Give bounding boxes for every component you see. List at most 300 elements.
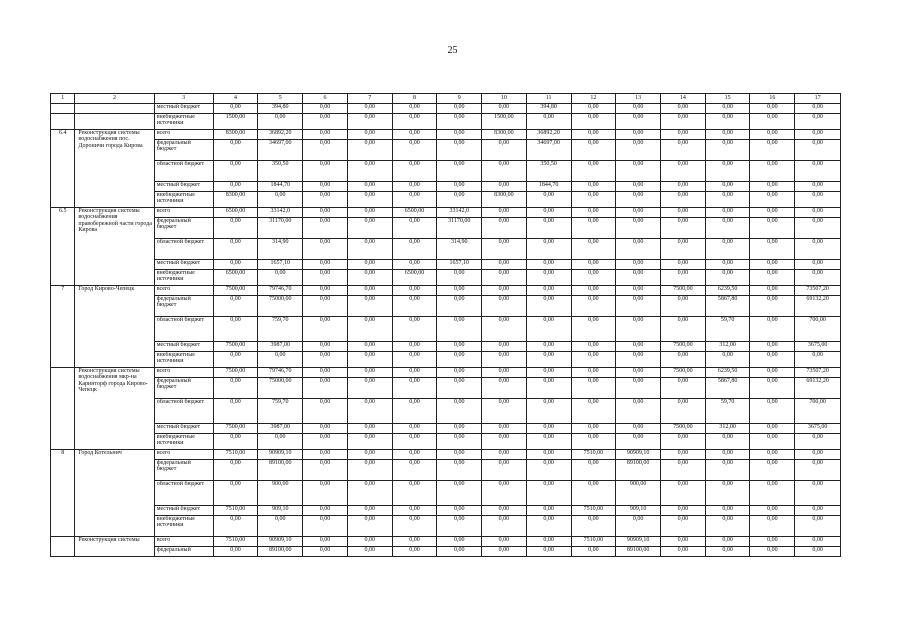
value-cell: 0,00 bbox=[213, 434, 258, 450]
value-cell: 36892,20 bbox=[258, 130, 303, 140]
value-cell: 0,00 bbox=[437, 378, 482, 399]
value-cell: 31170,00 bbox=[258, 218, 303, 239]
funding-source-cell: федеральный бюджет bbox=[154, 378, 213, 399]
value-cell: 0,00 bbox=[347, 537, 392, 547]
column-header: 10 bbox=[482, 94, 527, 104]
column-header: 7 bbox=[347, 94, 392, 104]
value-cell: 0,00 bbox=[303, 218, 348, 239]
value-cell: 0,00 bbox=[750, 239, 795, 260]
value-cell: 0,00 bbox=[437, 368, 482, 378]
value-cell: 0,00 bbox=[750, 368, 795, 378]
value-cell: 7510,00 bbox=[571, 450, 616, 460]
value-cell: 3987,00 bbox=[258, 424, 303, 434]
value-cell: 350,50 bbox=[258, 161, 303, 182]
value-cell: 0,00 bbox=[213, 104, 258, 114]
value-cell: 0,00 bbox=[303, 192, 348, 208]
value-cell: 0,00 bbox=[347, 208, 392, 218]
value-cell: 0,00 bbox=[571, 218, 616, 239]
value-cell: 0,00 bbox=[750, 424, 795, 434]
value-cell: 0,00 bbox=[258, 434, 303, 450]
value-cell: 312,00 bbox=[705, 424, 750, 434]
value-cell: 0,00 bbox=[347, 114, 392, 130]
funding-source-cell: федеральный бюджет bbox=[154, 140, 213, 161]
value-cell: 0,00 bbox=[750, 342, 795, 352]
value-cell: 0,00 bbox=[571, 239, 616, 260]
value-cell: 0,00 bbox=[392, 260, 437, 270]
value-cell: 0,00 bbox=[392, 114, 437, 130]
value-cell: 5867,80 bbox=[705, 296, 750, 317]
value-cell: 0,00 bbox=[437, 182, 482, 192]
value-cell: 0,00 bbox=[347, 182, 392, 192]
value-cell: 1500,00 bbox=[213, 114, 258, 130]
value-cell: 0,00 bbox=[616, 378, 661, 399]
value-cell: 0,00 bbox=[750, 161, 795, 182]
value-cell: 0,00 bbox=[526, 286, 571, 296]
value-cell: 0,00 bbox=[526, 547, 571, 557]
value-cell: 0,00 bbox=[795, 506, 841, 516]
column-header: 5 bbox=[258, 94, 303, 104]
value-cell: 0,00 bbox=[482, 239, 527, 260]
value-cell: 0,00 bbox=[437, 296, 482, 317]
value-cell: 0,00 bbox=[347, 481, 392, 506]
value-cell: 0,00 bbox=[750, 208, 795, 218]
value-cell: 0,00 bbox=[526, 352, 571, 368]
value-cell: 0,00 bbox=[303, 434, 348, 450]
value-cell: 0,00 bbox=[213, 239, 258, 260]
column-header: 15 bbox=[705, 94, 750, 104]
value-cell: 0,00 bbox=[303, 239, 348, 260]
value-cell: 0,00 bbox=[392, 218, 437, 239]
table-row bbox=[51, 208, 841, 218]
value-cell: 0,00 bbox=[213, 296, 258, 317]
budget-table bbox=[50, 93, 841, 557]
value-cell: 0,00 bbox=[750, 378, 795, 399]
table-row bbox=[51, 182, 841, 192]
object-name-cell bbox=[75, 104, 154, 114]
value-cell: 0,00 bbox=[482, 424, 527, 434]
table-row bbox=[51, 516, 841, 537]
value-cell: 0,00 bbox=[392, 161, 437, 182]
object-name-cell bbox=[75, 114, 154, 130]
value-cell: 0,00 bbox=[661, 140, 706, 161]
value-cell: 0,00 bbox=[482, 218, 527, 239]
funding-source-cell: всего bbox=[154, 450, 213, 460]
value-cell: 0,00 bbox=[213, 481, 258, 506]
value-cell: 0,00 bbox=[258, 516, 303, 537]
value-cell: 0,00 bbox=[303, 399, 348, 424]
funding-source-cell: областной бюджет bbox=[154, 399, 213, 424]
value-cell: 0,00 bbox=[213, 317, 258, 342]
value-cell: 0,00 bbox=[303, 182, 348, 192]
value-cell: 394,80 bbox=[526, 104, 571, 114]
value-cell: 0,00 bbox=[750, 481, 795, 506]
value-cell: 7510,00 bbox=[213, 506, 258, 516]
object-name-cell: Город Котельнич bbox=[75, 450, 154, 537]
value-cell: 89100,00 bbox=[616, 460, 661, 481]
value-cell: 8300,00 bbox=[213, 192, 258, 208]
column-header: 16 bbox=[750, 94, 795, 104]
value-cell: 0,00 bbox=[526, 260, 571, 270]
funding-source-cell: внебюджетные источники bbox=[154, 270, 213, 286]
value-cell: 7510,00 bbox=[571, 537, 616, 547]
value-cell: 0,00 bbox=[347, 130, 392, 140]
value-cell: 0,00 bbox=[347, 352, 392, 368]
value-cell: 0,00 bbox=[705, 192, 750, 208]
value-cell: 0,00 bbox=[482, 506, 527, 516]
table-row bbox=[51, 270, 841, 286]
value-cell: 0,00 bbox=[705, 218, 750, 239]
value-cell: 59,70 bbox=[705, 399, 750, 424]
value-cell: 0,00 bbox=[303, 547, 348, 557]
value-cell: 7510,00 bbox=[213, 450, 258, 460]
value-cell: 1844,70 bbox=[258, 182, 303, 192]
value-cell: 7500,00 bbox=[213, 342, 258, 352]
value-cell: 0,00 bbox=[616, 270, 661, 286]
value-cell: 0,00 bbox=[213, 399, 258, 424]
value-cell: 0,00 bbox=[616, 342, 661, 352]
table-row bbox=[51, 378, 841, 399]
value-cell: 0,00 bbox=[437, 516, 482, 537]
value-cell: 6500,00 bbox=[213, 208, 258, 218]
value-cell: 0,00 bbox=[526, 399, 571, 424]
object-name-cell: Реконструкция системы водоснабжения мкр-на Каринторф города Кирово-Чепецк bbox=[75, 368, 154, 450]
value-cell: 0,00 bbox=[616, 286, 661, 296]
value-cell: 0,00 bbox=[750, 399, 795, 424]
value-cell: 0,00 bbox=[705, 434, 750, 450]
value-cell: 0,00 bbox=[616, 104, 661, 114]
value-cell: 314,90 bbox=[437, 239, 482, 260]
value-cell: 0,00 bbox=[616, 434, 661, 450]
value-cell: 0,00 bbox=[303, 352, 348, 368]
value-cell: 0,00 bbox=[661, 208, 706, 218]
value-cell: 0,00 bbox=[795, 537, 841, 547]
value-cell: 0,00 bbox=[437, 104, 482, 114]
value-cell: 0,00 bbox=[616, 114, 661, 130]
value-cell: 59,70 bbox=[705, 317, 750, 342]
value-cell: 0,00 bbox=[661, 114, 706, 130]
value-cell: 0,00 bbox=[347, 434, 392, 450]
value-cell: 0,00 bbox=[571, 192, 616, 208]
value-cell: 0,00 bbox=[750, 296, 795, 317]
value-cell: 90909,10 bbox=[616, 537, 661, 547]
value-cell: 0,00 bbox=[616, 192, 661, 208]
value-cell: 0,00 bbox=[303, 506, 348, 516]
value-cell: 0,00 bbox=[661, 378, 706, 399]
table-row bbox=[51, 460, 841, 481]
value-cell: 0,00 bbox=[750, 218, 795, 239]
value-cell: 0,00 bbox=[661, 104, 706, 114]
value-cell: 90909,10 bbox=[258, 537, 303, 547]
value-cell: 0,00 bbox=[303, 130, 348, 140]
funding-source-cell: местный бюджет bbox=[154, 104, 213, 114]
value-cell: 0,00 bbox=[750, 537, 795, 547]
value-cell: 0,00 bbox=[661, 450, 706, 460]
value-cell: 0,00 bbox=[482, 450, 527, 460]
row-number-cell bbox=[51, 368, 75, 450]
value-cell: 0,00 bbox=[750, 192, 795, 208]
value-cell: 0,00 bbox=[616, 182, 661, 192]
column-header: 14 bbox=[661, 94, 706, 104]
object-name-cell: Реконструкция системы водоснабжения правобережной части города Кирова bbox=[75, 208, 154, 286]
value-cell: 89100,00 bbox=[258, 547, 303, 557]
value-cell: 0,00 bbox=[437, 450, 482, 460]
value-cell: 0,00 bbox=[303, 208, 348, 218]
value-cell: 0,00 bbox=[616, 368, 661, 378]
value-cell: 31170,00 bbox=[437, 218, 482, 239]
value-cell: 0,00 bbox=[437, 481, 482, 506]
value-cell: 0,00 bbox=[482, 460, 527, 481]
value-cell: 0,00 bbox=[705, 104, 750, 114]
value-cell: 90909,10 bbox=[616, 450, 661, 460]
value-cell: 0,00 bbox=[616, 140, 661, 161]
value-cell: 0,00 bbox=[303, 286, 348, 296]
funding-source-cell: внебюджетные источники bbox=[154, 516, 213, 537]
value-cell: 0,00 bbox=[571, 434, 616, 450]
value-cell: 0,00 bbox=[437, 192, 482, 208]
value-cell: 0,00 bbox=[795, 114, 841, 130]
column-header: 6 bbox=[303, 94, 348, 104]
value-cell: 0,00 bbox=[616, 399, 661, 424]
value-cell: 0,00 bbox=[750, 182, 795, 192]
value-cell: 0,00 bbox=[571, 104, 616, 114]
value-cell: 0,00 bbox=[482, 296, 527, 317]
object-name-cell: Город Кирово-Чепецк bbox=[75, 286, 154, 368]
value-cell: 0,00 bbox=[303, 317, 348, 342]
value-cell: 33142,0 bbox=[437, 208, 482, 218]
value-cell: 0,00 bbox=[258, 270, 303, 286]
value-cell: 7500,00 bbox=[213, 368, 258, 378]
value-cell: 0,00 bbox=[526, 434, 571, 450]
value-cell: 0,00 bbox=[526, 208, 571, 218]
funding-source-cell: федеральный бюджет bbox=[154, 218, 213, 239]
object-name-cell: Реконструкция системы водоснабжения пос. Дороничи города Кирова bbox=[75, 130, 154, 208]
funding-source-cell: федеральный бюджет bbox=[154, 296, 213, 317]
row-number-cell: 7 bbox=[51, 286, 75, 368]
value-cell: 0,00 bbox=[705, 270, 750, 286]
value-cell: 0,00 bbox=[347, 368, 392, 378]
value-cell: 0,00 bbox=[616, 424, 661, 434]
value-cell: 0,00 bbox=[661, 434, 706, 450]
table-row bbox=[51, 424, 841, 434]
table-row bbox=[51, 161, 841, 182]
value-cell: 759,70 bbox=[258, 317, 303, 342]
value-cell: 0,00 bbox=[526, 296, 571, 317]
value-cell: 0,00 bbox=[347, 104, 392, 114]
value-cell: 909,10 bbox=[616, 506, 661, 516]
value-cell: 0,00 bbox=[705, 161, 750, 182]
value-cell: 0,00 bbox=[392, 516, 437, 537]
value-cell: 0,00 bbox=[213, 516, 258, 537]
value-cell: 0,00 bbox=[303, 140, 348, 161]
value-cell: 759,70 bbox=[258, 399, 303, 424]
value-cell: 6500,00 bbox=[392, 270, 437, 286]
value-cell: 7500,00 bbox=[661, 286, 706, 296]
value-cell: 0,00 bbox=[303, 161, 348, 182]
value-cell: 0,00 bbox=[705, 516, 750, 537]
value-cell: 0,00 bbox=[526, 537, 571, 547]
value-cell: 0,00 bbox=[482, 182, 527, 192]
value-cell: 0,00 bbox=[661, 218, 706, 239]
value-cell: 0,00 bbox=[392, 130, 437, 140]
value-cell: 0,00 bbox=[437, 270, 482, 286]
value-cell: 0,00 bbox=[303, 537, 348, 547]
funding-source-cell: внебюджетные источники bbox=[154, 434, 213, 450]
value-cell: 0,00 bbox=[661, 516, 706, 537]
row-number-cell: 6.5 bbox=[51, 208, 75, 286]
value-cell: 0,00 bbox=[526, 239, 571, 260]
value-cell: 0,00 bbox=[750, 286, 795, 296]
value-cell: 0,00 bbox=[616, 296, 661, 317]
value-cell: 0,00 bbox=[526, 481, 571, 506]
value-cell: 0,00 bbox=[705, 130, 750, 140]
value-cell: 0,00 bbox=[616, 352, 661, 368]
value-cell: 314,90 bbox=[258, 239, 303, 260]
value-cell: 7500,00 bbox=[661, 368, 706, 378]
funding-source-cell: внебюджетные источники bbox=[154, 352, 213, 368]
value-cell: 0,00 bbox=[705, 506, 750, 516]
value-cell: 0,00 bbox=[392, 182, 437, 192]
value-cell: 3987,00 bbox=[258, 342, 303, 352]
value-cell: 0,00 bbox=[482, 434, 527, 450]
value-cell: 0,00 bbox=[795, 450, 841, 460]
value-cell: 0,00 bbox=[482, 368, 527, 378]
value-cell: 0,00 bbox=[437, 140, 482, 161]
row-number-cell bbox=[51, 114, 75, 130]
value-cell: 7500,00 bbox=[213, 424, 258, 434]
value-cell: 36892,20 bbox=[526, 130, 571, 140]
value-cell: 0,00 bbox=[347, 424, 392, 434]
value-cell: 0,00 bbox=[347, 506, 392, 516]
value-cell: 0,00 bbox=[571, 547, 616, 557]
value-cell: 0,00 bbox=[571, 481, 616, 506]
value-cell: 0,00 bbox=[213, 218, 258, 239]
value-cell: 0,00 bbox=[437, 286, 482, 296]
value-cell: 0,00 bbox=[526, 342, 571, 352]
value-cell: 0,00 bbox=[661, 460, 706, 481]
value-cell: 0,00 bbox=[571, 460, 616, 481]
value-cell: 0,00 bbox=[437, 460, 482, 481]
value-cell: 0,00 bbox=[705, 114, 750, 130]
value-cell: 0,00 bbox=[392, 506, 437, 516]
value-cell: 1657,10 bbox=[258, 260, 303, 270]
value-cell: 0,00 bbox=[392, 424, 437, 434]
value-cell: 0,00 bbox=[795, 260, 841, 270]
funding-source-cell: внебюджетные источники bbox=[154, 192, 213, 208]
funding-source-cell: местный бюджет bbox=[154, 260, 213, 270]
value-cell: 0,00 bbox=[750, 450, 795, 460]
value-cell: 0,00 bbox=[392, 537, 437, 547]
value-cell: 0,00 bbox=[661, 481, 706, 506]
value-cell: 0,00 bbox=[347, 342, 392, 352]
column-header: 9 bbox=[437, 94, 482, 104]
value-cell: 0,00 bbox=[392, 399, 437, 424]
value-cell: 0,00 bbox=[258, 114, 303, 130]
value-cell: 7500,00 bbox=[661, 342, 706, 352]
value-cell: 0,00 bbox=[526, 192, 571, 208]
value-cell: 0,00 bbox=[347, 218, 392, 239]
value-cell: 0,00 bbox=[347, 516, 392, 537]
value-cell: 0,00 bbox=[482, 208, 527, 218]
value-cell: 0,00 bbox=[482, 399, 527, 424]
value-cell: 0,00 bbox=[616, 260, 661, 270]
value-cell: 33142,0 bbox=[258, 208, 303, 218]
value-cell: 0,00 bbox=[392, 481, 437, 506]
value-cell: 0,00 bbox=[482, 481, 527, 506]
value-cell: 0,00 bbox=[213, 460, 258, 481]
value-cell: 0,00 bbox=[616, 317, 661, 342]
value-cell: 0,00 bbox=[437, 317, 482, 342]
value-cell: 3675,00 bbox=[795, 424, 841, 434]
value-cell: 0,00 bbox=[571, 286, 616, 296]
value-cell: 0,00 bbox=[213, 140, 258, 161]
value-cell: 0,00 bbox=[392, 352, 437, 368]
value-cell: 0,00 bbox=[795, 434, 841, 450]
value-cell: 0,00 bbox=[705, 450, 750, 460]
value-cell: 0,00 bbox=[795, 516, 841, 537]
value-cell: 0,00 bbox=[661, 296, 706, 317]
row-number-cell bbox=[51, 104, 75, 114]
value-cell: 0,00 bbox=[571, 208, 616, 218]
funding-source-cell: всего bbox=[154, 537, 213, 547]
value-cell: 0,00 bbox=[392, 378, 437, 399]
value-cell: 34697,00 bbox=[258, 140, 303, 161]
value-cell: 0,00 bbox=[526, 460, 571, 481]
value-cell: 0,00 bbox=[661, 130, 706, 140]
value-cell: 0,00 bbox=[392, 434, 437, 450]
value-cell: 0,00 bbox=[303, 368, 348, 378]
funding-source-cell: федеральный bbox=[154, 547, 213, 557]
column-header: 17 bbox=[795, 94, 841, 104]
value-cell: 0,00 bbox=[705, 481, 750, 506]
value-cell: 0,00 bbox=[571, 424, 616, 434]
value-cell: 6239,50 bbox=[705, 286, 750, 296]
value-cell: 0,00 bbox=[392, 239, 437, 260]
value-cell: 0,00 bbox=[571, 342, 616, 352]
value-cell: 6500,00 bbox=[213, 270, 258, 286]
column-header: 4 bbox=[213, 94, 258, 104]
value-cell: 0,00 bbox=[571, 270, 616, 286]
value-cell: 73507,20 bbox=[795, 286, 841, 296]
value-cell: 0,00 bbox=[482, 352, 527, 368]
value-cell: 0,00 bbox=[303, 104, 348, 114]
column-header: 12 bbox=[571, 94, 616, 104]
value-cell: 0,00 bbox=[705, 537, 750, 547]
value-cell: 7510,00 bbox=[571, 506, 616, 516]
value-cell: 0,00 bbox=[258, 192, 303, 208]
value-cell: 0,00 bbox=[482, 260, 527, 270]
value-cell: 0,00 bbox=[526, 317, 571, 342]
value-cell: 0,00 bbox=[571, 114, 616, 130]
value-cell: 0,00 bbox=[437, 130, 482, 140]
funding-source-cell: всего bbox=[154, 368, 213, 378]
value-cell: 0,00 bbox=[526, 450, 571, 460]
table-row bbox=[51, 368, 841, 378]
value-cell: 0,00 bbox=[347, 378, 392, 399]
column-header: 8 bbox=[392, 94, 437, 104]
value-cell: 1844,70 bbox=[526, 182, 571, 192]
value-cell: 0,00 bbox=[750, 352, 795, 368]
value-cell: 89100,00 bbox=[616, 547, 661, 557]
value-cell: 0,00 bbox=[795, 270, 841, 286]
value-cell: 0,00 bbox=[213, 182, 258, 192]
value-cell: 69132,20 bbox=[795, 378, 841, 399]
value-cell: 0,00 bbox=[526, 378, 571, 399]
value-cell: 0,00 bbox=[571, 368, 616, 378]
value-cell: 0,00 bbox=[661, 317, 706, 342]
value-cell: 0,00 bbox=[213, 378, 258, 399]
value-cell: 0,00 bbox=[705, 460, 750, 481]
value-cell: 79746,70 bbox=[258, 368, 303, 378]
